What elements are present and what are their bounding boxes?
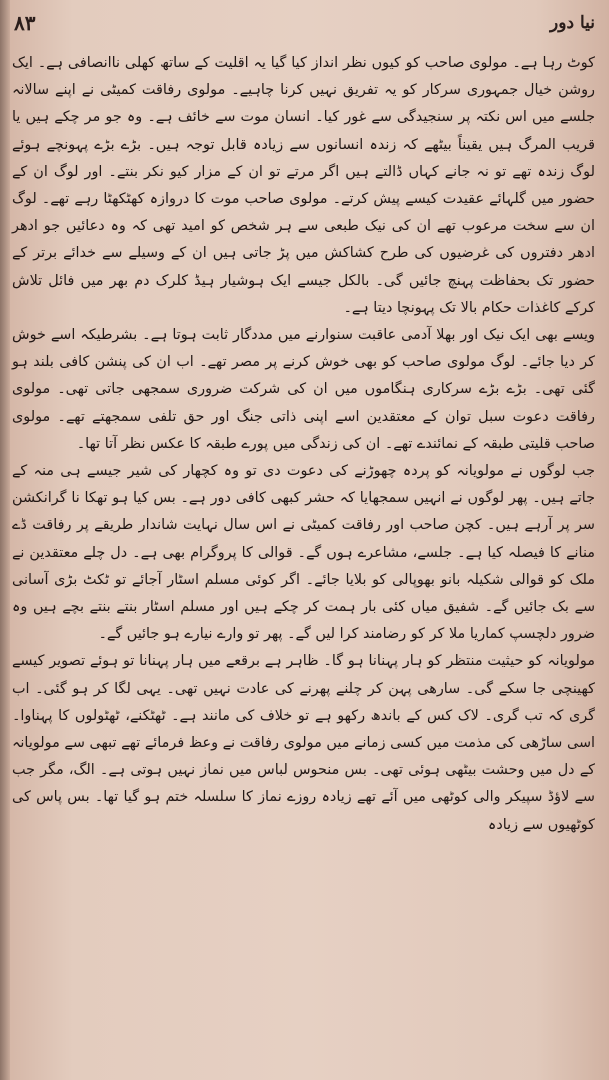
body-text	[12, 50, 595, 1070]
paragraph-4: مولویانہ کو حیثیت منتظر کو ہار پہنانا ہو گا۔ ظاہر ہے برقعے میں ہار پہنانا تو ہوئے تصویر کیسے کھینچی جا سکے گی۔ سارھی پہن کر چلنے پھرنے کی عادت نہیں تھی۔ یہی لگا کر ہو گئی۔ اب گری کہ تب گری۔ لاک کس کے باندھ رکھو ہے تو خلاف کی مانند ہے۔ ٹھٹکنے، ٹھٹولوں کا پہناوا۔ اسی ساڑھی کی مذمت میں کسی زمانے میں مولوی رفاقت نے وعظ فرمائے تھے تبھی سے مولویانہ کے دل میں وحشت بیٹھی ہوئی تھی۔ بس منحوس لباس میں نماز نہیں ہوتی ہے۔ الگ، مگر جب سے لاؤڈ سپیکر والی کوٹھی میں آئے تھے زیادہ روزے نماز کا سلسلہ ختم ہو گیا تھا۔ بس پاس کی کوٹھیوں سے زیادہ	[12, 653, 595, 833]
paragraph-3: جب لوگوں نے مولویانہ کو پردہ چھوڑنے کی دعوت دی تو وہ کچھار کی شیر جیسے ہی منہ کے جاتے ہیں۔ پھر لوگوں نے انہیں سمجھایا کہ حشر کبھی کافی دور ہے۔ بس کیا ہو تھکا نا گرانکشن سر پر آرہے ہیں۔ کچن صاحب اور رفاقت کمیٹی نے اس سال نہایت شاندار طریقے پر رفاقت ڈے منانے کا فیصلہ کیا ہے۔ جلسے، مشاعرے ہوں گے۔ قوالی کا پروگرام بھی ہے۔ دل چلے معتقدین نے ملک کو قوالی شکیلہ بانو بھوپالی کو بلایا جائے۔ اگر کوئی مسلم اسٹار آجائے تو ٹکٹ بڑی آسانی سے بک جائیں گے۔ شفیق میاں کئی بار ہمت کر چکے ہیں اور مسلم اسٹار بنتے بنتے بچے ہیں وہ ضرور دلچسپ کماریا ملا کر کو رضامند کرا لیں گے۔ پھر تو وارے نیارے ہو جائیں گے۔	[12, 463, 595, 643]
page-header	[14, 8, 595, 38]
page-number: ۸۳	[14, 11, 36, 35]
journal-name: نیا دور	[550, 13, 595, 33]
paragraph-1: کوٹ رہا ہے۔ مولوی صاحب کو کیوں نظر انداز کیا گیا یہ اقلیت کے ساتھ کھلی ناانصافی ہے۔ ایک روشن خیال جمہوری سرکار کو یہ تفریق نہیں کرنا چاہیے۔ مولوی رفاقت کمیٹی نے اپنے سالانہ جلسے میں اس نکتہ پر سنجیدگی سے غور کیا۔ انسان موت سے خائف ہے۔ وہ جو مر چکے ہیں یا قریب المرگ ہیں یقیناً بیٹھے کہ زندہ انسانوں سے زیادہ قابل توجہ ہیں۔ بڑے بڑے پہونچے ہوئے لوگ زندہ تھے تو نہ جانے کہاں ڈالتے ہیں اگر مرتے تو ان کے مزار کیو نکر بنتے۔ اور لوگ ان کے حضور میں گلہائے عقیدت کیسے پیش کرتے۔ مولوی صاحب موت کا دروازہ کھٹکھٹا رہے تھے۔ لوگ ان سے سخت مرعوب تھے ان کی نیک طبعی سے ہر شخص کو امید تھی کہ وہ دعائیں جو ادھر ادھر دفتروں کی غرضیوں کی طرح کشاکش میں پڑ جاتی ہیں ان کے وسیلے سے خدائے برتر کے حضور تک بحفاظت پہنچ جائیں گی۔ بالکل جیسے ایک ہوشیار ہیڈ کلرک دم بھر میں فائل تلاش کرکے کاغذات حکام بالا تک پہونچا دیتا ہے۔	[12, 55, 595, 316]
paragraph-2: ویسے بھی ایک نیک اور بھلا آدمی عاقبت سنوارنے میں مددگار ثابت ہوتا ہے۔ بشرطیکہ اسے خوش کر دیا جائے۔ لوگ مولوی صاحب کو بھی خوش کرنے پر مصر تھے۔ اب ان کی پنشن کافی بلند ہو گئی تھی۔ بڑے بڑے سرکاری ہنگاموں میں ان کی شرکت ضروری سمجھی جاتی تھی۔ مولوی رفاقت دعوت سبل توان کے معتقدین اسے اپنی ذاتی جنگ اور حق تلفی سمجھتے تھے۔ مولوی صاحب قلیتی طبقہ کے نمائندے تھے۔ ان کی زندگی میں پورے طبقہ کا عکس نظر آتا تھا۔	[12, 327, 595, 452]
